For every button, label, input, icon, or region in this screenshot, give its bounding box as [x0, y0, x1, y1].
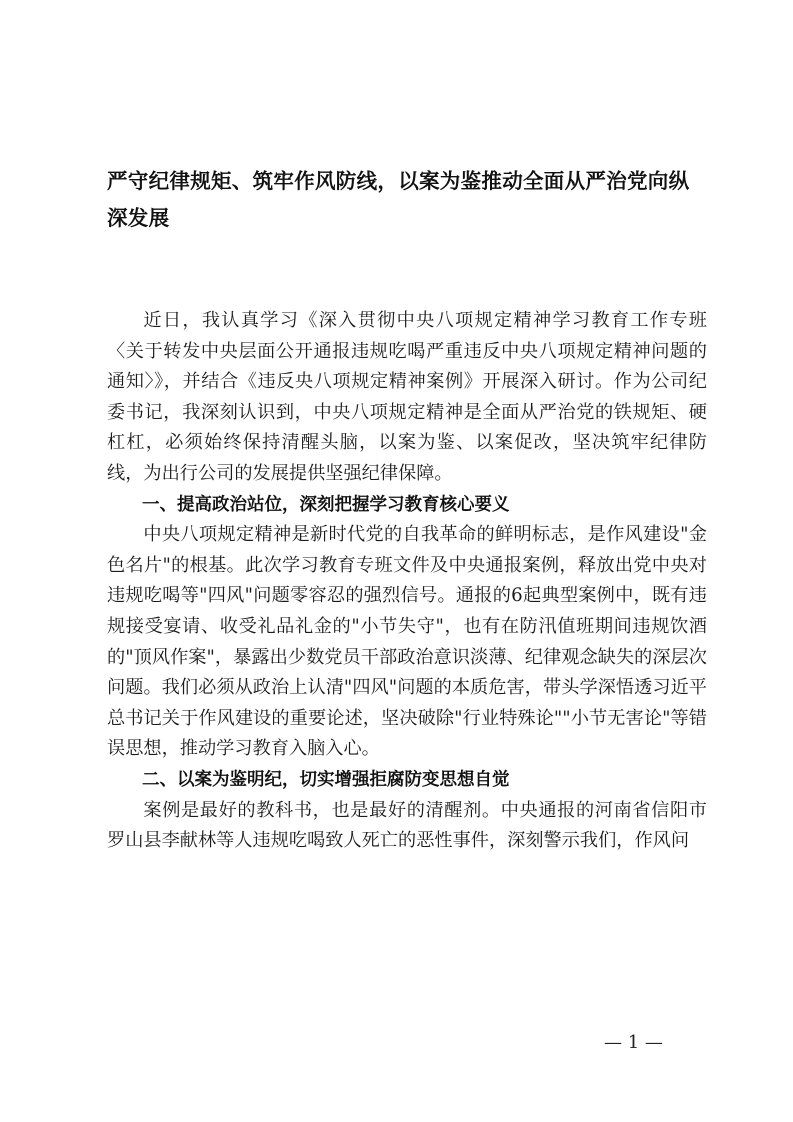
section-1-paragraph: 中央八项规定精神是新时代党的自我革命的鲜明标志，是作风建设"金色名片"的根基。此次学习教育专班文件及中央通报案例，释放出党中央对违规吃喝等"四风"问题零容忍的强烈信号。通报的6起典型案例中，既有违规接受宴请、收受礼品礼金的"小节失守"，也有在防汛值班期间违规饮酒的"顶风作案"，暴露出少数党员干部政治意识淡薄、纪律观念缺失的深层次问题。我们必须从政治上认清"四风"问题的本质危害，带头学深悟透习近平总书记关于作风建设的重要论述，坚决破除"行业特殊论""小节无害论"等错误思想，推动学习教育入脑入心。: [107, 524, 707, 760]
section-heading-2: 二、以案为鉴明纪，切实增强拒腐防变思想自觉: [142, 769, 510, 790]
section-heading-1: 一、提高政治站位，深刻把握学习教育核心要义: [142, 494, 510, 515]
page-number: — 1 —: [604, 1032, 663, 1053]
document-title: 严守纪律规矩、筑牢作风防线，以案为鉴推动全面从严治党向纵深发展: [107, 169, 690, 230]
intro-paragraph: 近日，我认真学习《深入贯彻中央八项规定精神学习教育工作专班〈关于转发中央层面公开通报违规吃喝严重违反中央八项规定精神问题的通知〉》，并结合《违反央八项规定精神案例》开展深入研讨。作为公司纪委书记，我深刻认识到，中央八项规定精神是全面从严治党的铁规矩、硬杠杠，必须始终保持清醒头脑，以案为鉴、以案促改，坚决筑牢纪律防线，为出行公司的发展提供坚强纪律保障。: [107, 310, 707, 484]
section-2-paragraph: 案例是最好的教科书，也是最好的清醒剂。中央通报的河南省信阳市罗山县李献林等人违规吃喝致人死亡的恶性事件，深刻警示我们，作风问: [107, 799, 707, 852]
document-body: [107, 306, 707, 857]
